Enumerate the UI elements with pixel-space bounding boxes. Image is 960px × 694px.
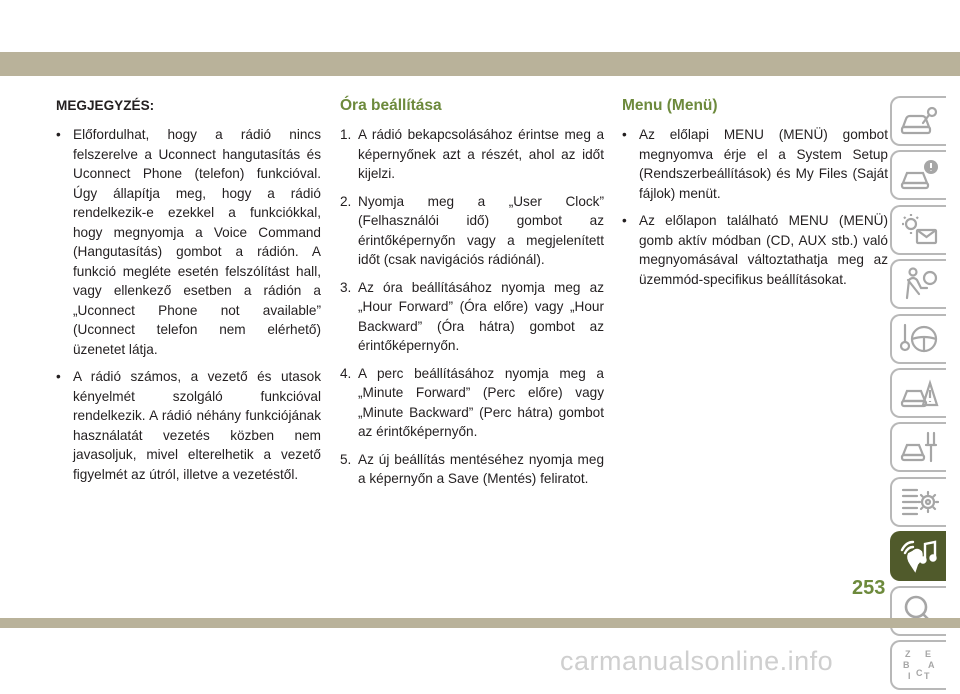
menu-heading: Menu (Menü)	[622, 97, 718, 114]
step-item	[340, 125, 604, 184]
chapter-tabs	[890, 96, 946, 694]
seatbelt-airbag-icon	[899, 266, 939, 302]
ignition-wheel-icon	[899, 321, 939, 357]
step-number: 5.	[340, 451, 352, 467]
multimedia-music-icon	[899, 538, 939, 574]
note-title: MEGJEGYZÉS:	[56, 98, 155, 113]
tab-maintenance[interactable]	[890, 422, 946, 472]
step-number: 2.	[340, 193, 352, 209]
menu-bullet-text: Az előlapon található MENU (MENÜ) gomb aktív módban (CD, AUX stb.) való megnyomásával változtathatja meg az üzemmód-specifikus beállításokat.	[639, 213, 888, 287]
menu-bullet: • Az előlapon található MENU (MENÜ) gomb aktív módban (CD, AUX stb.) való megnyomásával változtathatja meg az üzemmód-specifikus beállításokat.	[622, 213, 888, 287]
watermark: carmanualsonline.info	[560, 646, 834, 676]
tab-specifications[interactable]	[890, 477, 946, 527]
index-letter: T	[924, 670, 930, 681]
tab-multimedia[interactable]	[890, 531, 946, 581]
step-number: 1.	[340, 127, 352, 142]
note-bullet: • Előfordulhat, hogy a rádió nincs felszerelve a Uconnect hangutasítás és Uconnect Phone (telefon) funkcióval. Úgy állapítja meg, hogy a rádió rendelkezik-e ezekkel a funkciókkal, hogy megnyomja a Voice Command (Hangutasítás) gombot a rádión. A funkció megléte esetén felszólítást hall, vagy ellenkező esetben a rádión a „Uconnect Phone not available” (Uconnect telefon nem elérhető) üzenetet látja.	[56, 127, 321, 357]
index-letter: Z	[905, 648, 911, 659]
index-letter: A	[928, 659, 935, 670]
menu-bullet-text: Az előlapi MENU (MENÜ) gombot megnyomva érje el a System Setup (Rendszerbeállítások) és My Files (Saját fájlok) menüt.	[639, 127, 888, 201]
note-column	[56, 96, 321, 492]
maintenance-wrench-icon	[899, 429, 939, 465]
index-letter: C	[916, 667, 923, 678]
tab-dashboard[interactable]	[890, 150, 946, 200]
step-text: Az óra beállításához nyomja meg az „Hour Forward” (Óra előre) vagy „Hour Backward” (Óra hátra) gombot az érintőképernyőn.	[358, 279, 604, 353]
tab-safety[interactable]	[890, 259, 946, 309]
index-letter: B	[903, 659, 910, 670]
warning-lights-icon	[899, 157, 939, 193]
index-letter: E	[925, 648, 932, 659]
tab-index[interactable]	[890, 640, 946, 690]
car-key-icon	[899, 103, 939, 139]
clock-setting-heading: Óra beállítása	[340, 97, 442, 114]
tab-emergency[interactable]	[890, 368, 946, 418]
clock-setting-section	[340, 96, 604, 497]
page-number: 253	[852, 577, 886, 599]
step-text: A perc beállításához nyomja meg a „Minute Forward” (Perc előre) vagy „Minute Backward” (Perc hátra) gombot az érintőképernyőn.	[358, 365, 604, 439]
tab-customer-assistance[interactable]	[890, 586, 946, 636]
step-text: Nyomja meg a „User Clock” (Felhasználói idő) gombot az érintőképernyőn vagy a megjelenített időt (csak navigációs rádiónál).	[358, 193, 604, 267]
top-header-band	[0, 52, 960, 76]
index-letter: I	[908, 670, 911, 681]
step-number: 3.	[340, 279, 352, 295]
roadside-warning-icon	[899, 375, 939, 411]
note-bullet: • A rádió számos, a vezető és utasok kényelmét szolgáló funkcióval rendelkezik. A rádió néhány funkciójának használatát vezetés közben nem javasoljuk, mivel elterelhetik a vezető figyelmét az útról, illetve a vezetéstől.	[56, 369, 321, 482]
step-item	[340, 364, 604, 442]
note-bullet-text: Előfordulhat, hogy a rádió nincs felszerelve a Uconnect hangutasítás és Uconnect Phone (telefon) funkcióval. Úgy állapítja meg, hogy a rádió rendelkezik-e ezekkel a funkciókkal, hogy megnyomja a Voice Command (Hangutasítás) gombot a rádión. A funkció megléte esetén felszólítást hall, vagy ellenkező esetben a rádión a „Uconnect Phone not available” (Uconnect telefon nem elérhető) üzenetet látja.	[73, 127, 321, 357]
tab-lights[interactable]	[890, 205, 946, 255]
step-text: Az új beállítás mentéséhez nyomja meg a képernyőn a Save (Mentés) feliratot.	[358, 451, 604, 486]
tab-vehicle[interactable]	[890, 96, 946, 146]
lamp-mail-icon	[899, 212, 939, 248]
specs-gear-icon	[899, 484, 939, 520]
step-item	[340, 450, 604, 489]
step-number: 4.	[340, 365, 352, 381]
step-item	[340, 278, 604, 356]
menu-section	[622, 96, 888, 297]
bottom-footer-band	[0, 618, 960, 628]
tab-starting[interactable]	[890, 314, 946, 364]
note-bullet-text: A rádió számos, a vezető és utasok kényelmét szolgáló funkcióval rendelkezik. A rádió néhány funkciójának használatát vezetés közben nem javasoljuk, mivel elterelhetik a vezető figyelmét az útról, illetve a vezetéstől.	[73, 369, 321, 482]
step-text: A rádió bekapcsolásához érintse meg a képernyőnek azt a részét, ahol az időt kijelzi.	[358, 127, 604, 181]
menu-bullet: • Az előlapi MENU (MENÜ) gombot megnyomva érje el a System Setup (Rendszerbeállítások) és My Files (Saját fájlok) menüt.	[622, 127, 888, 201]
step-item	[340, 192, 604, 270]
